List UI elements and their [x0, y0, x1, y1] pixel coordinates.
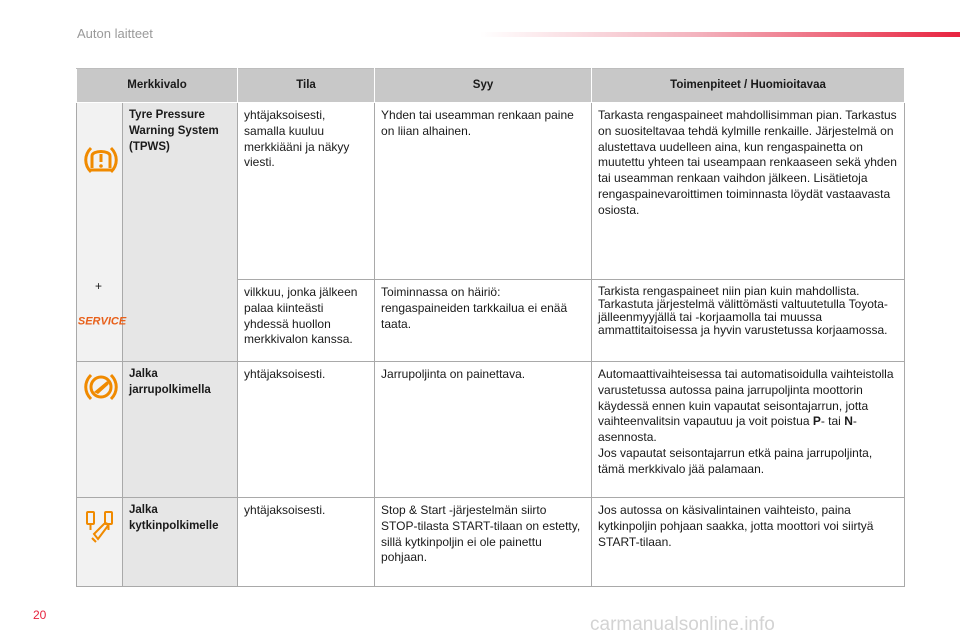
column-header-merkkivalo: Merkkivalo — [77, 69, 238, 103]
header-accent-bar — [480, 32, 960, 37]
tyre-pressure-warning-icon — [84, 143, 118, 177]
indicator-name: Jalka jarrupolkimella — [123, 362, 238, 498]
cause-cell: Toiminnassa on häiriö: rengaspaineiden tarkkailua ei enää taata. — [375, 280, 592, 362]
table-row — [77, 498, 905, 587]
warning-lights-table — [76, 68, 905, 587]
page-number: 20 — [33, 608, 47, 622]
state-cell: yhtäjaksoisesti. — [238, 362, 375, 498]
plus-sign: + — [95, 279, 103, 293]
state-cell: yhtäjaksoisesti. — [238, 498, 375, 587]
state-cell: yhtäjaksoisesti, samalla kuuluu merkkiääni ja näkyy viesti. — [238, 103, 375, 280]
section-title: Auton laitteet — [77, 26, 153, 41]
cause-cell: Stop & Start -järjestelmän siirto STOP-tilasta START-tilaan on estetty, sillä kytkinpoljin ei ole painettu pohjaan. — [375, 498, 592, 587]
icon-cell-tpws — [77, 103, 127, 362]
indicator-name: Tyre Pressure Warning System (TPWS) — [123, 103, 238, 362]
watermark: carmanualsonline.info — [590, 614, 775, 635]
table-row — [77, 103, 905, 280]
column-header-syy: Syy — [375, 69, 592, 103]
column-header-tila: Tila — [238, 69, 375, 103]
foot-on-brake-icon — [84, 370, 118, 404]
icon-cell-clutch — [77, 498, 123, 587]
state-cell: vilkkuu, jonka jälkeen palaa kiinteästi yhdessä huollon merkkivalon kanssa. — [238, 280, 375, 362]
service-icon — [77, 313, 127, 328]
action-cell: Tarkasta rengaspaineet mahdollisimman pian. Tarkastus on suositeltavaa tehdä kylmille renkaille. Järjestelmä on alustettava uudelleen aina, kun rengaspainetta on muutettu yhteen tai useampaan renkaaseen sekä yhden tai useamman renkaan vaihdon jälkeen. Lisätietoja rengaspainevaroittimen toiminnasta löydät vastaavasta osiosta. — [592, 103, 905, 280]
table-header-row — [77, 69, 905, 103]
column-header-toimenpiteet: Toimenpiteet / Huomioitavaa — [592, 69, 905, 103]
icon-cell-brake — [77, 362, 123, 498]
action-cell: Jos autossa on käsivalintainen vaihteisto, paina kytkinpoljin pohjaan saakka, jotta moottori voi siirtyä START-tilaan. — [592, 498, 905, 587]
action-cell: Automaattivaihteisessa tai automatisoidulla vaihteistolla varustetussa autossa paina jarrupoljinta moottorin käydessä ennen kuin vapautat seisontajarrun, jotta vaihteenvalitsin vapautuu ja voit poistua P- tai N-asennosta. Jos vapautat seisontajarrun etkä paina jarrupoljinta, tämä merkkivalo jää palamaan. — [592, 362, 905, 498]
cause-cell: Yhden tai useamman renkaan paine on liian alhainen. — [375, 103, 592, 280]
indicator-name: Jalka kytkinpolkimelle — [123, 498, 238, 587]
table-row — [77, 362, 905, 498]
foot-on-clutch-icon — [84, 508, 118, 546]
cause-cell: Jarrupoljinta on painettava. — [375, 362, 592, 498]
svg-text:SERVICE: SERVICE — [77, 315, 127, 328]
action-cell: Tarkista rengaspaineet niin pian kuin mahdollista. Tarkastuta järjestelmä välittömästi valtuutetulla Toyota-jälleenmyyjällä tai -korjaamolla tai muussa ammattitaitoisessa ja hyvin varustetussa korjaamossa. — [592, 280, 905, 362]
